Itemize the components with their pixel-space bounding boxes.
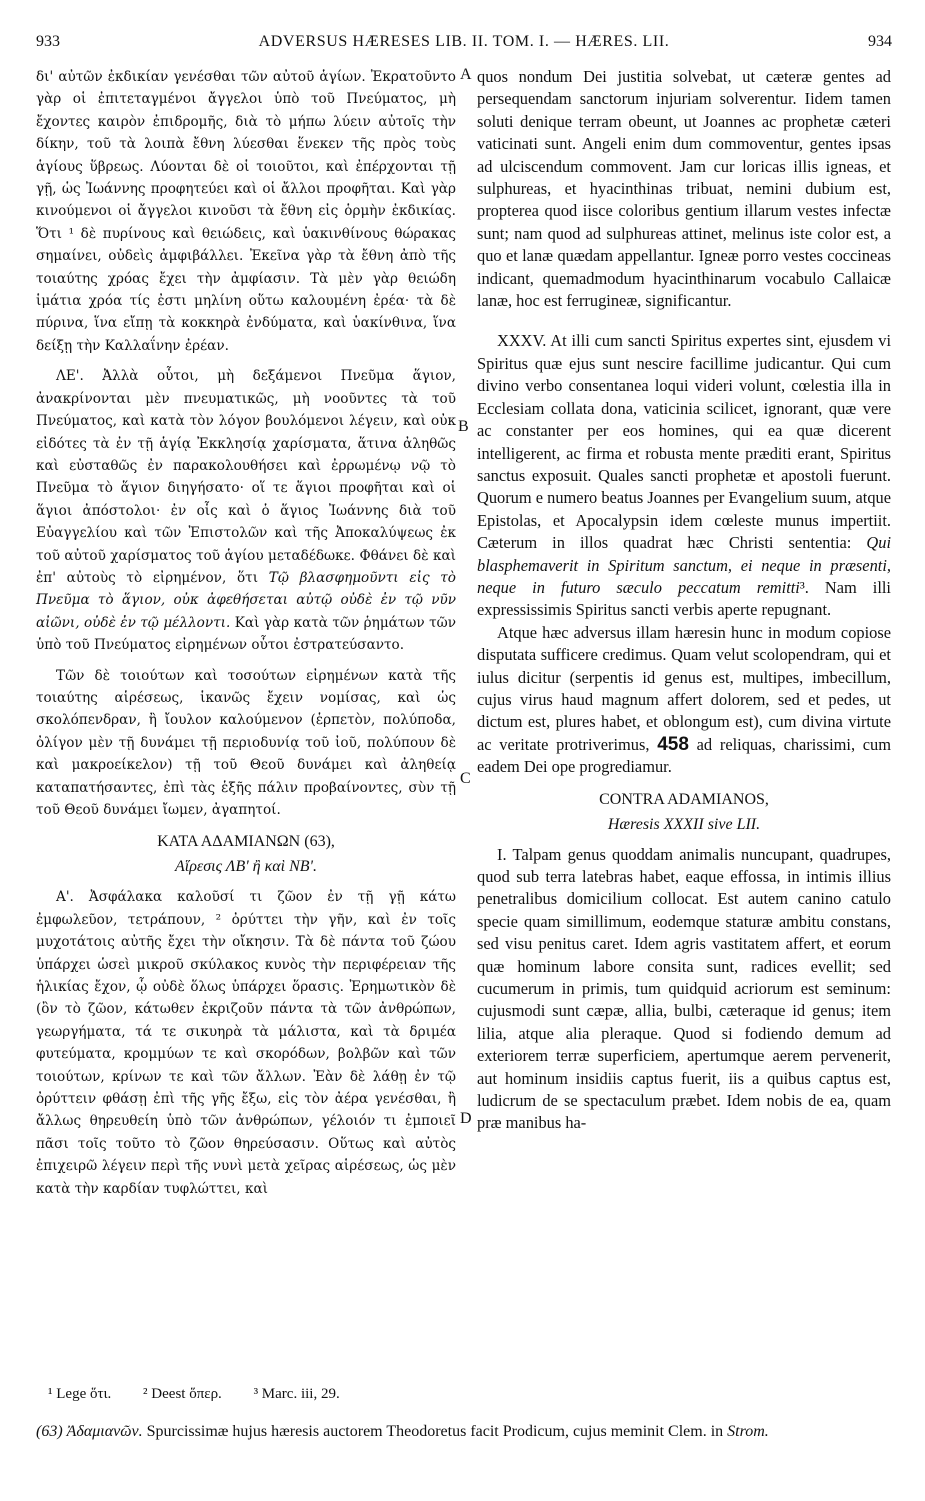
latin-column	[477, 66, 891, 1135]
editor-note-lead: (63) Ἀδαμιανῶν.	[36, 1423, 143, 1440]
column-number-458: 458	[657, 733, 689, 755]
greek-paragraph-1: δι' αὐτῶν ἐκδικίαν γενέσθαι τῶν αὐτοῦ ἁγίων. Ἐκρατοῦντο γὰρ οἱ ἐπιτεταγμένοι ἄγγελοι ὑπὸ τοῦ Πνεύματος, μὴ ἔχοντες καιρὸν ἐπιδρομῆς, διὰ τὸ μήπω λύειν αὐτοῖς τὴν δίκην, τοῦ τὰ λοιπὰ ἔθνη λύεσθαι ἕνεκεν τῆς πρὸς τοὺς ἁγίους ὕβρεως. Λύονται δὲ οἱ τοιοῦτοι, καὶ ἐπέρχονται τῇ γῇ, ὡς Ἰωάννης προφητεύει καὶ οἱ ἄλλοι προφῆται. Καὶ γὰρ κινούμενοι οἱ ἄγγελοι κινοῦσι τὰ ἔθνη εἰς ὁρμὴν ἐκδικίας. Ὅτι ¹ δὲ πυρίνους καὶ θειώδεις, καὶ ὑακινθίνους θώρακας σημαίνει, οὐδεὶς ἀμφιβάλλει. Ἐκεῖνα γὰρ τὰ ἔθνη ἀπὸ τῆς τοιαύτης χρόας ἔχει τὴν ἀμφίασιν. Τὰ μὲν γὰρ θειώδη ἱμάτια χρόα τίς ἐστι μηλίνη οὕτω καλουμένη ἐρέα· τὰ δὲ πύρινα, ἵνα εἴπῃ τὰ κοκκηρὰ ἐνδύματα, καὶ ὑακίνθινα, ἵνα δείξῃ τὴν Καλλαΐνην ἐρέαν.	[36, 69, 456, 354]
greek-section-subtitle: Αἵρεσις ΛΒ' ἢ καὶ ΝΒ'.	[175, 858, 317, 876]
latin-paragraph-3-tail: ad reliquas, charissimi, cum eadem Dei ope progrediamur.	[477, 734, 891, 777]
editor-note-text: Spurcissimæ hujus hæresis auctorem Theodoretus facit Prodicum, cujus meminit Clem. in	[146, 1423, 724, 1440]
latin-scripture-quote: Qui blasphemaverit in Spiritum sanctum, ei neque in præsenti, neque in futuro sæculo peccatum remitti	[477, 533, 891, 597]
greek-paragraph-4: Α'. Ἀσφάλακα καλοῦσί τι ζῶον ἐν τῇ γῇ κάτω ἐμφωλεῦον, τετράπουν, ² ὀρύττει τὴν γῆν, καὶ ἐν τοῖς μυχοτάτοις αὐτῆς ἔχει τὴν οἴκησιν. Τὰ δὲ πάντα τοῦ ζώου ὑπάρχει ὡσεὶ μικροῦ σκύλακος κυνὸς τὴν περιφέρειαν τῆς ἡλικίας ἔχον, ᾧ οὐδὲ ὅλως ὑπάρχει ὅρασις. Ἐρημωτικὸν δὲ (ὂν τὸ ζῶον, κάτωθεν ἐκριζοῦν πάντα τὰ τῶν ἀνθρώπων, γεωργήματα, τά τε σικυηρὰ τὰ μάλιστα, καὶ τὰ δριμέα φυτεύματα, κρομμύων τε καὶ σκορόδων, βολβῶν καὶ τῶν τοιούτων, κρίνων τε καὶ τῶν ἄλλων. Ἐὰν δὲ λάθῃ ἐν τῷ ὀρύττειν φθάσῃ ἐπὶ τῆς γῆς ἔξω, εἰς τὸν ἀέρα γενέσθαι, ἢ ἄλλως θηρευθείη ὑπὸ τῶν ἀνθρώπων, γέλοιόν τι ἐμποιεῖ πᾶσι τοῖς τοῦτο τὸ ζῶον θηρεύσασιν. Οὕτως καὶ αὐτὸς ἐπιχειρῶ λέγειν περὶ τῆς νυνὶ μετὰ χεῖρας αἱρέσεως, ὡς μὲν κατὰ τὴν καρδίαν τυφλώττει, καὶ	[36, 889, 456, 1197]
footnotes	[48, 1386, 368, 1403]
margin-marker-b: B	[458, 418, 469, 435]
latin-paragraph-2	[477, 330, 891, 621]
editor-note-work: Strom.	[727, 1423, 769, 1440]
greek-column	[36, 66, 456, 1200]
page-number-right: 934	[868, 33, 892, 50]
greek-paragraph-2-tail: Καὶ γὰρ κατὰ τῶν ῥημάτων τῶν ὑπὸ τοῦ Πνεύματος εἰρημένων οὗτοι ἐστρατεύσαντο.	[36, 614, 456, 654]
greek-paragraph-2-text: ΛΕ'. Ἀλλὰ οὗτοι, μὴ δεξάμενοι Πνεῦμα ἅγιον, ἀνακρίνονται μὲν πνευματικῶς, μὴ νοοῦντες τὰ τοῦ Πνεύματος, καὶ κατὰ τὸν λόγον βουλόμενοι λέγειν, καὶ οὐκ εἰδότες τὰ ἐν τῇ ἁγίᾳ Ἐκκλησίᾳ χαρίσματα, ἅτινα ἀληθῶς καὶ εὐσταθῶς ἐν παρακολουθήσει καὶ ἐρρωμένῳ νῷ τὸ Πνεῦμα τὸ ἅγιον διηγήσατο· οἵ τε ἅγιοι προφῆται καὶ οἱ ἅγιοι ἀπόστολοι· ἐν οἷς καὶ ὁ ἅγιος Ἰωάννης διὰ τοῦ Εὐαγγελίου καὶ τῶν Ἐπιστολῶν καὶ τῆς Ἀποκαλύψεως ἐκ τοῦ αὐτοῦ χαρίσματος τοῦ ἁγίου μεταδέδωκε. Φθάνει δὲ καὶ ἐπ' αὐτοὺς τὸ εἰρημένον, ὅτι	[36, 368, 456, 586]
page-number-left: 933	[36, 33, 60, 50]
margin-marker-c: C	[460, 770, 471, 787]
running-head	[36, 33, 892, 55]
running-title: ADVERSUS HÆRESES LIB. II. TOM. I. — HÆRES. LII.	[258, 33, 670, 50]
greek-paragraph-2	[36, 365, 456, 656]
latin-section-title: CONTRA ADAMIANOS,	[599, 790, 769, 808]
footnote-1: ¹ Lege ὅτι.	[48, 1386, 112, 1402]
footnote-2: ² Deest ὅπερ.	[143, 1386, 222, 1402]
latin-section-subtitle: Hæresis XXXII sive LII.	[607, 815, 761, 833]
greek-paragraph-3: Τῶν δὲ τοιούτων καὶ τοσούτων εἰρημένων κατὰ τῆς τοιαύτης αἱρέσεως, ἱκανῶς ἔχειν νομίσας, καὶ ὡς σκολόπενδραν, ἢ ἴουλον καλούμενον (ἑρπετὸν, πολύποδα, ὀλίγον μὲν τῇ δυνάμει τῇ περιοδυνίᾳ τοῦ ἰοῦ, πολύπουν δὲ καὶ μακροείκελον) τῇ τοῦ Θεοῦ δυνάμει καὶ ἀληθείᾳ καταπατήσαντες, ἐπὶ τὰς ἑξῆς πάλιν προβαίνοντες, σὺν τῇ τοῦ Θεοῦ δυνάμει ἴωμεν, ἀγαπητοί.	[36, 667, 456, 818]
footnote-3: ³ Marc. iii, 29.	[253, 1386, 340, 1402]
latin-paragraph-2-tail: ³. Nam illi expressissimis Spiritus sancti verbis aperte repugnant.	[477, 577, 891, 620]
latin-paragraph-4: I. Talpam genus quoddam animalis nuncupant, quadrupes, quod sub terra latebras habet, eaque effossa, in intimis illius penetralibus domicilium collocat. Est autem canino catulo specie quam simillimum, eodemque staturæ ambitu constans, sed visu penitus caret. Idem agris vastitatem affert, et eorum quæ hominum labore consita sunt, radices evellit; sed cucumerum in primis, tum quidquid acriorum est seminum: cujusmodi sunt cæpæ, allia, bulbi, cæteraque id genus; item lilia, atque alia pleraque. Quod si fodiendo demum ad exteriorem terræ superficiem, apertumque aerem pervenerit, aut hominum insidiis captus fuerit, iis a quibus captus est, ludicrum de se spectaculum præbet. Idem nobis de ea, quam præ manibus ha-	[477, 844, 891, 1133]
latin-paragraph-1: quos nondum Dei justitia solvebat, ut cæteræ gentes ad persequendam sanctorum injuriam solverentur. Iidem tamen soluti denique terram obeunt, ut Joannes ac prophetæ cæteri vaticinati sunt. Angeli enim dum commoventur, gentes ipsas ad ulciscendum commovent. Jam cur loricas illis igneas, et sulphureas, et hyacinthinas tribuat, nemini dubium est, propterea quod iisce coloribus gentium illarum vestes infectæ sunt; nam quod ad sulphureas attinet, melinus iste color est, a quo et lanæ quædam appellantur. Igneæ porro vestes coccineas indicant, quemadmodum hyacinthinarum vocabulo Callaicæ lanæ, hoc est ferrugineæ, significantur.	[477, 67, 891, 311]
latin-paragraph-3-text: Atque hæc adversus illam hæresin hunc in modum copiose disputata sufficere credimus. Quam velut scolopendram, qui et iulus dicitur (serpentis id genus est, multipes, imbecillum, cujus virus haud magnum affert dolorem, sed et pedes, ut dictum est, plures habet, et oblongum est), cum divina virtute ac veritate protriverimus,	[477, 622, 891, 754]
latin-paragraph-2-text: XXXV. At illi cum sancti Spiritus expertes sint, ejusdem vi Spiritus quæ ejus sunt nescire facillime judicantur. Qui cum divino verbo consentanea loqui videri volunt, cœlestia illa in Ecclesiam collata dona, vaticinia scilicet, ignorant, quæ vere ac constanter per eos homines, qui ea quæ dicerent intelligerent, ac firma et robusta mente præditi erant, Spiritus sanctus exposuit. Quales sancti prophetæ et apostoli fuerunt. Quorum e numero beatus Joannes per Evangelium suum, atque Epistolas, et Apocalypsin idem cœleste munus impertiit. Cæterum in illos quadrat hæc Christi sententia:	[477, 331, 891, 553]
greek-scripture-quote: Τῷ βλασφημοῦντι εἰς τὸ Πνεῦμα τὸ ἅγιον, οὐκ ἀφεθήσεται αὐτῷ οὐδὲ ἐν τῷ νῦν αἰῶνι, οὐδὲ ἐν τῷ μέλλοντι.	[36, 569, 456, 631]
latin-paragraph-3	[477, 622, 891, 779]
editor-note	[36, 1422, 892, 1442]
greek-section-title: ΚΑΤΑ ΑΔΑΜΙΑΝΩΝ (63),	[157, 833, 335, 851]
margin-marker-d: D	[460, 1110, 472, 1127]
margin-marker-a: A	[460, 66, 472, 83]
